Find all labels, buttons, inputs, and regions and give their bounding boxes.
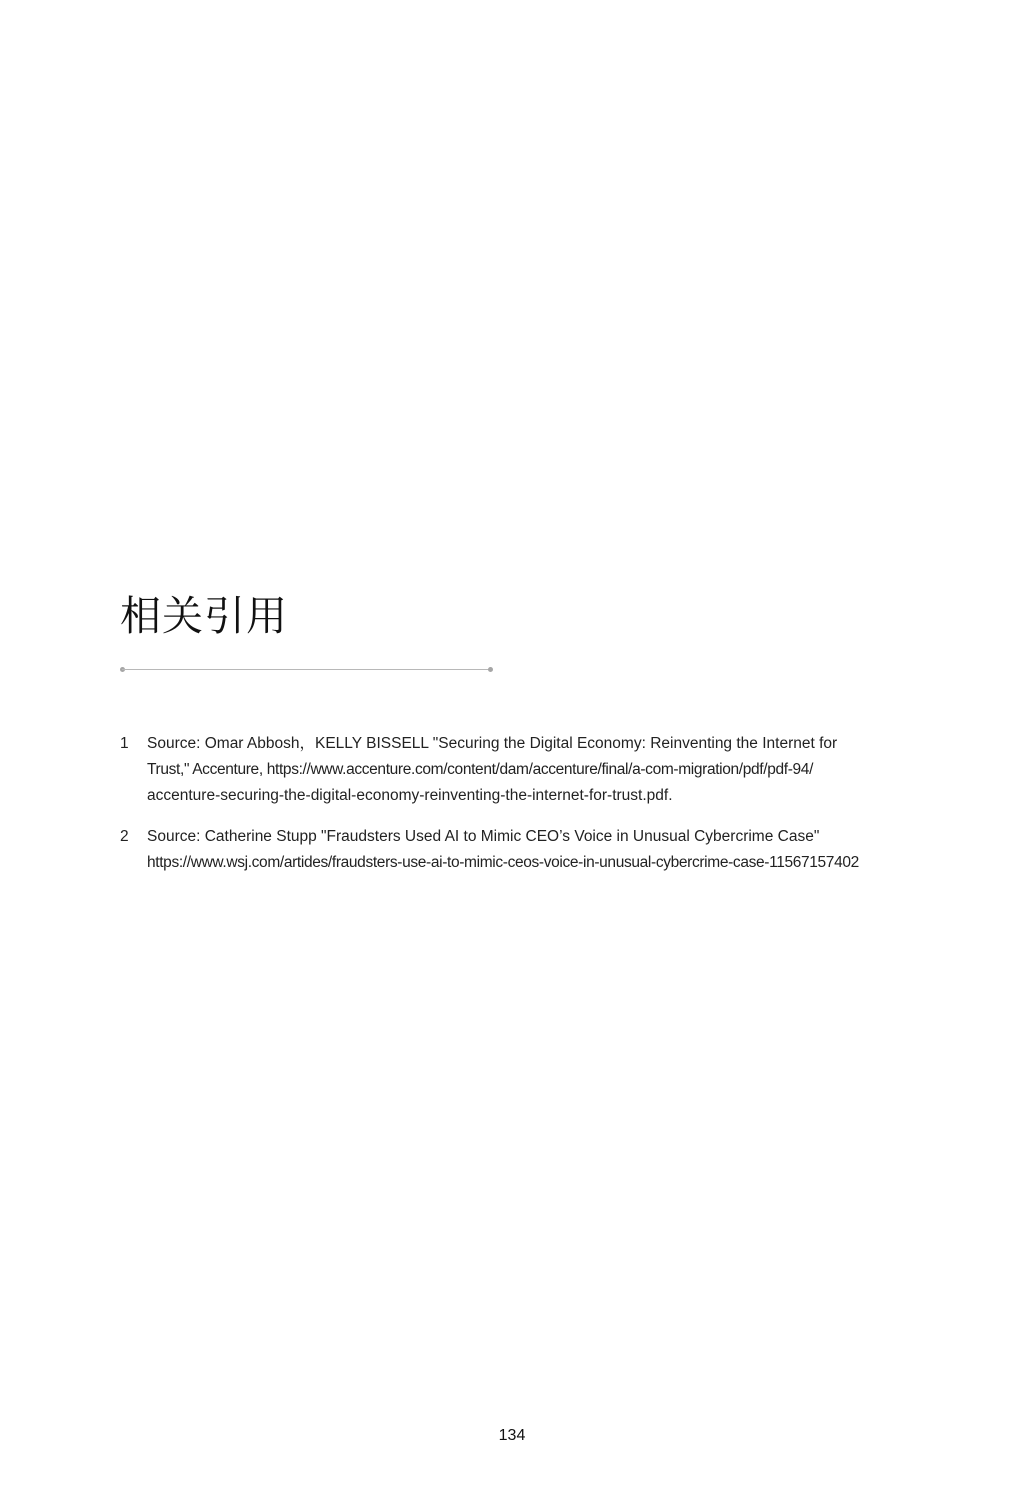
reference-line: Source: Omar Abbosh，KELLY BISSELL "Securing the Digital Economy: Reinventing the Internet for bbox=[147, 735, 838, 752]
reference-line: Trust," Accenture, https://www.accenture.com/content/dam/accenture/final/a-com-migration/pdf/pdf-94/ bbox=[147, 761, 814, 778]
page-number: 134 bbox=[498, 1427, 526, 1444]
reference-text bbox=[147, 824, 910, 876]
reference-number: 2 bbox=[120, 828, 129, 845]
reference-number: 1 bbox=[120, 735, 129, 752]
title-divider bbox=[120, 667, 493, 672]
reference-item-1 bbox=[120, 731, 910, 809]
section-title: 相关引用 bbox=[120, 592, 288, 640]
reference-text bbox=[147, 731, 910, 809]
divider-line bbox=[122, 669, 491, 670]
reference-list bbox=[120, 731, 910, 891]
reference-item-2 bbox=[120, 824, 910, 876]
reference-line: Source: Catherine Stupp "Fraudsters Used AI to Mimic CEO’s Voice in Unusual Cybercrime Case" bbox=[147, 828, 820, 845]
reference-line: accenture-securing-the-digital-economy-reinventing-the-internet-for-trust.pdf. bbox=[147, 787, 673, 804]
divider-endpoint-right bbox=[488, 667, 493, 672]
reference-line: https://www.wsj.com/artides/fraudsters-use-ai-to-mimic-ceos-voice-in-unusual-cybercrime-case-11567157402 bbox=[147, 854, 859, 871]
